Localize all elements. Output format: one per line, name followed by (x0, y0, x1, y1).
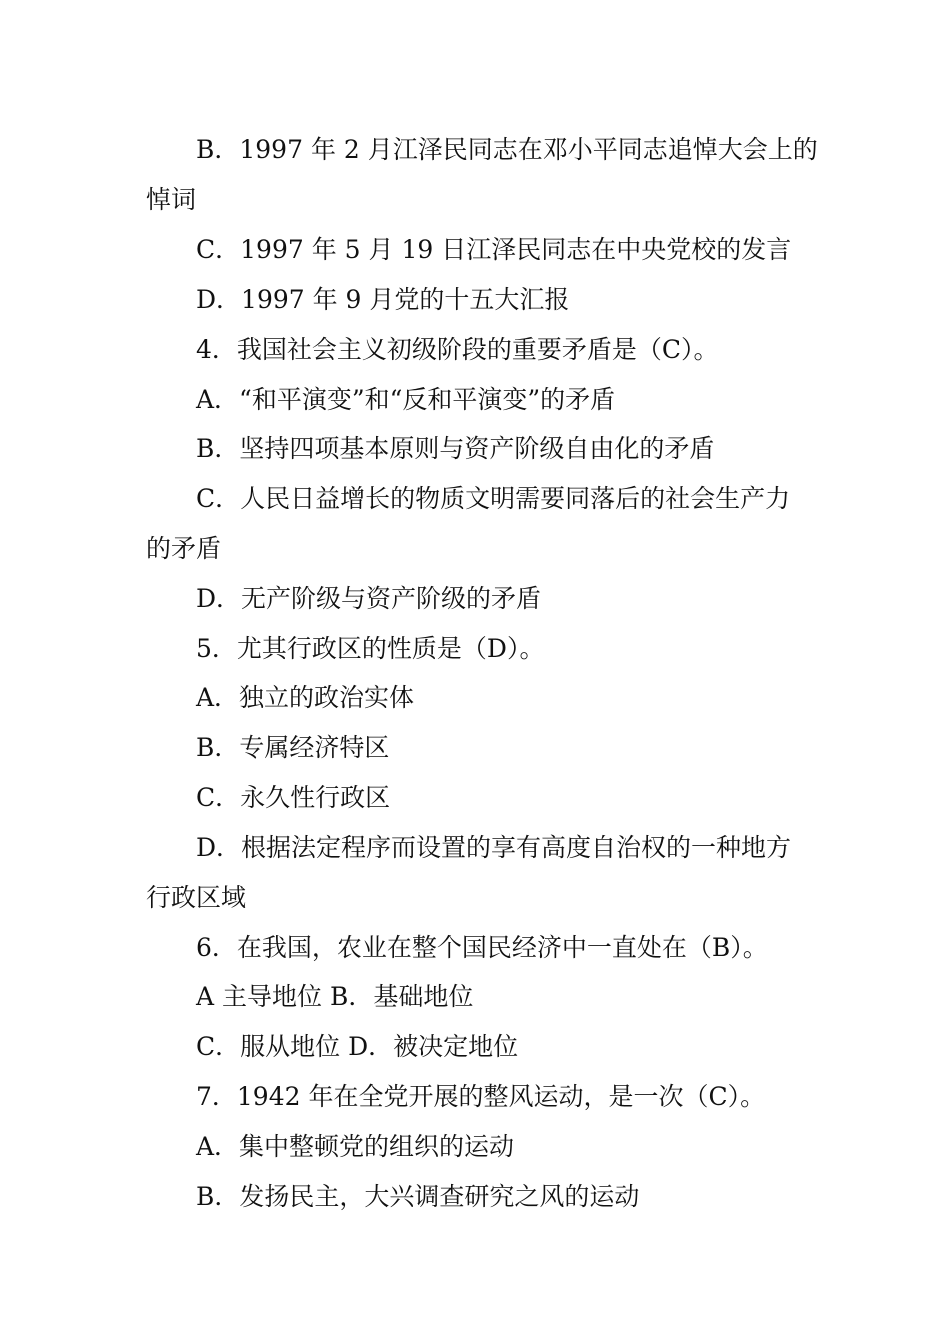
q5-option-a: A．独立的政治实体 (196, 683, 415, 712)
question-4: 4．我国社会主义初级阶段的重要矛盾是（C）。 (196, 335, 719, 364)
q6-options-c-d: C．服从地位 D．被决定地位 (196, 1032, 519, 1061)
q5-option-d-line-2: 行政区域 (146, 883, 247, 912)
question-6: 6．在我国，农业在整个国民经济中一直处在（B）。 (196, 933, 768, 962)
q5-option-c: C．永久性行政区 (196, 783, 391, 812)
option-b-line-1: B．1997 年 2 月江泽民同志在邓小平同志追悼大会上的 (196, 135, 818, 164)
q5-option-b: B．专属经济特区 (196, 733, 390, 762)
option-d: D．1997 年 9 月党的十五大汇报 (196, 285, 570, 314)
question-5: 5．尤其行政区的性质是（D）。 (196, 634, 545, 663)
option-b-line-2: 悼词 (146, 185, 197, 214)
q4-option-b: B．坚持四项基本原则与资产阶级自由化的矛盾 (196, 434, 715, 463)
q4-option-c-line-1: C．人民日益增长的物质文明需要同落后的社会生产力 (196, 484, 791, 513)
q4-option-a: A．“和平演变”和“反和平演变”的矛盾 (196, 385, 616, 414)
q4-option-c-line-2: 的矛盾 (146, 534, 222, 563)
option-c: C．1997 年 5 月 19 日江泽民同志在中央党校的发言 (196, 235, 792, 264)
q4-option-d: D．无产阶级与资产阶级的矛盾 (196, 584, 542, 613)
q5-option-d-line-1: D．根据法定程序而设置的享有高度自治权的一种地方 (196, 833, 792, 862)
question-7: 7．1942 年在全党开展的整风运动，是一次（C）。 (196, 1082, 766, 1111)
q7-option-a: A．集中整顿党的组织的运动 (196, 1132, 515, 1161)
q6-options-a-b: A 主导地位 B．基础地位 (196, 982, 474, 1011)
q7-option-b: B．发扬民主，大兴调查研究之风的运动 (196, 1182, 640, 1211)
